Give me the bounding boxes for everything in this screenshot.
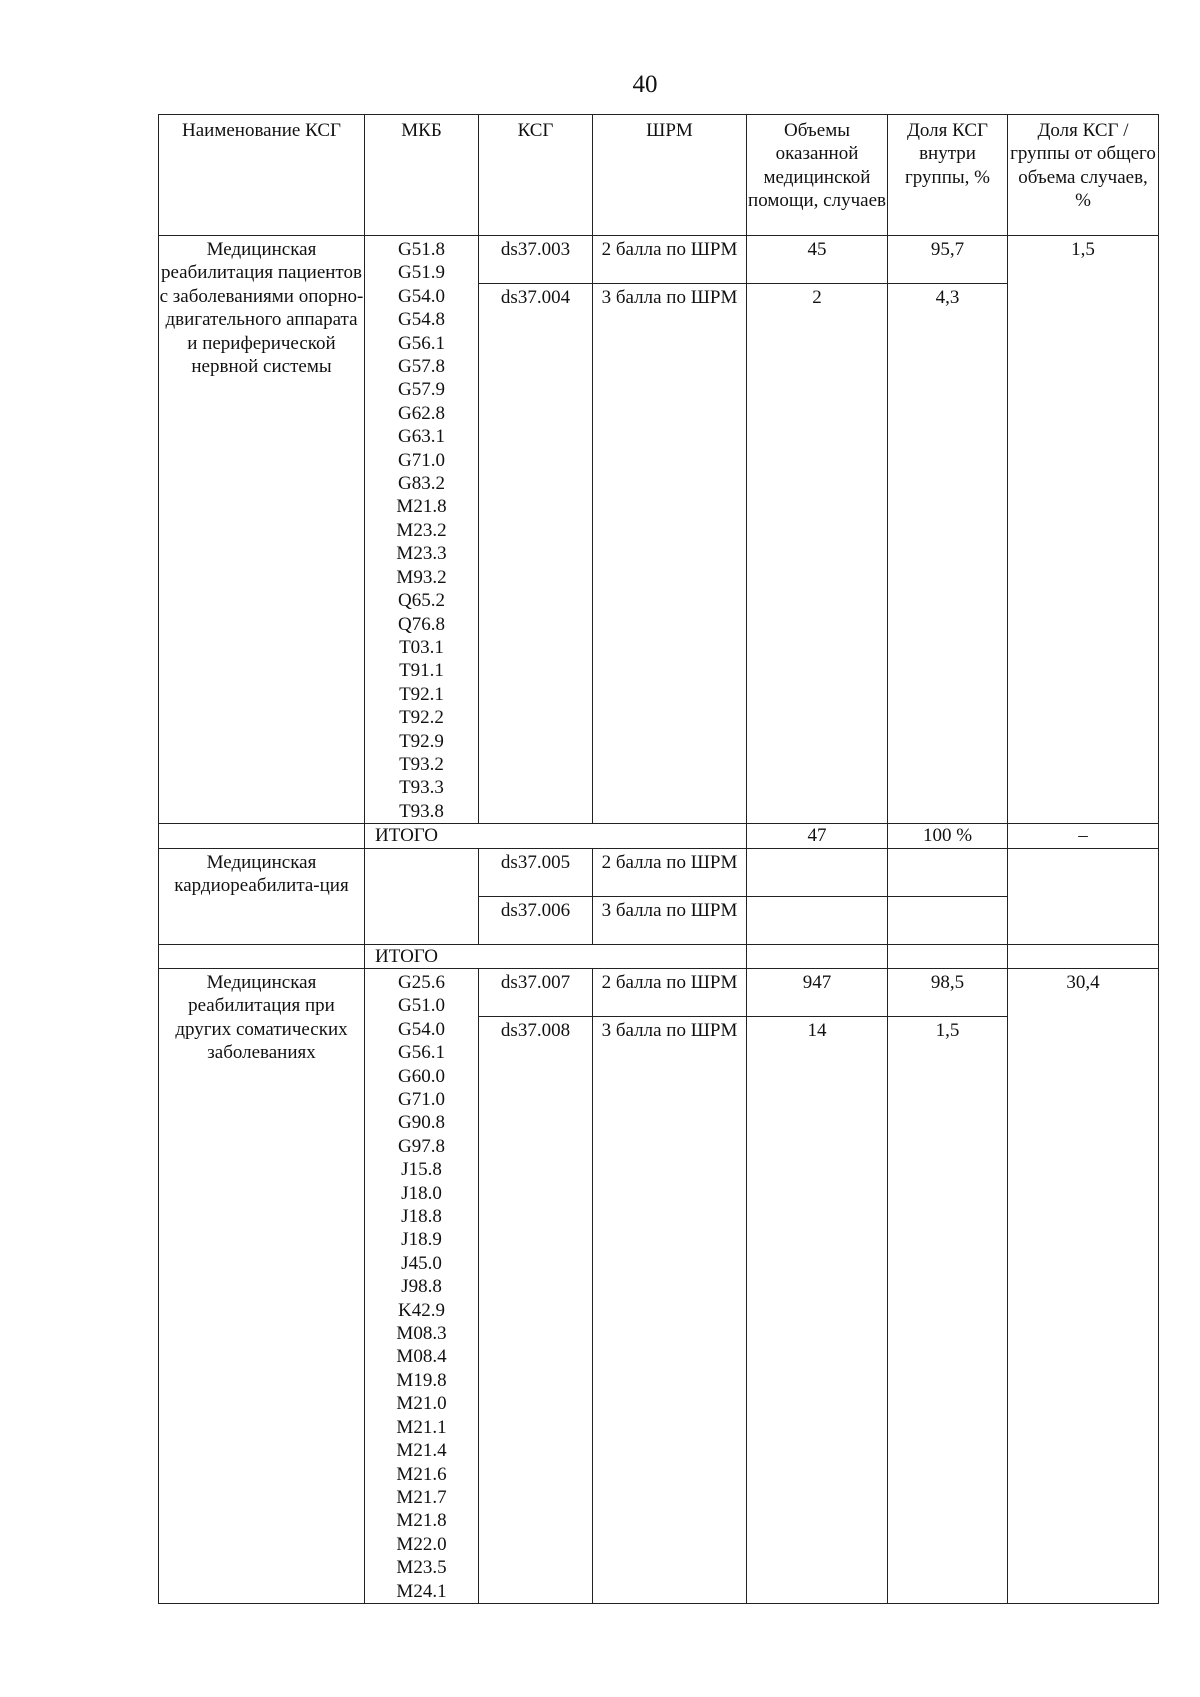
mkb-code: T92.9 <box>399 730 444 752</box>
share-group-value: 4,3 <box>888 284 1008 824</box>
page-number: 40 <box>632 71 658 98</box>
volume-value: 2 <box>747 284 888 824</box>
mkb-code: G54.0 <box>398 285 445 307</box>
mkb-code: T93.3 <box>399 777 444 799</box>
total-volume: 47 <box>747 824 888 848</box>
total-share-total: – <box>1008 824 1159 848</box>
shrm-score: 3 балла по ШРМ <box>593 896 747 944</box>
shrm-score: 2 балла по ШРМ <box>593 236 747 284</box>
mkb-code: G83.2 <box>398 473 445 495</box>
mkb-code: G56.1 <box>398 1042 445 1064</box>
share-group-value: 95,7 <box>888 236 1008 284</box>
header-ksg: КСГ <box>479 115 593 236</box>
ksg-code: ds37.008 <box>479 1016 593 1603</box>
mkb-code: G51.8 <box>398 239 445 260</box>
mkb-code: G97.8 <box>398 1135 445 1157</box>
mkb-code: G51.0 <box>398 995 445 1017</box>
volume-value: 45 <box>747 236 888 284</box>
mkb-code: G71.0 <box>398 1089 445 1110</box>
mkb-code: M21.1 <box>396 1416 447 1438</box>
mkb-code: M23.5 <box>396 1557 447 1579</box>
mkb-code: T92.1 <box>399 683 444 705</box>
mkb-code: G57.9 <box>398 379 445 401</box>
share-total-value: 30,4 <box>1008 968 1159 1603</box>
mkb-code: M21.8 <box>396 1510 447 1532</box>
mkb-code: Q76.8 <box>398 613 445 635</box>
mkb-code: M21.7 <box>396 1486 447 1508</box>
mkb-code: T93.2 <box>399 753 444 775</box>
mkb-code: G63.1 <box>398 426 445 448</box>
mkb-code: J18.9 <box>401 1229 442 1251</box>
mkb-code: G51.9 <box>398 262 445 284</box>
mkb-code: M21.4 <box>396 1440 447 1462</box>
ksg-code: ds37.003 <box>479 236 593 284</box>
total-volume <box>747 944 888 968</box>
share-group-value: 98,5 <box>888 968 1008 1016</box>
mkb-code: Q65.2 <box>398 590 445 612</box>
mkb-code: G56.1 <box>398 332 445 354</box>
share-total-value <box>1008 848 1159 944</box>
volume-value: 14 <box>747 1016 888 1603</box>
mkb-codes <box>365 848 479 944</box>
total-share: 100 % <box>888 824 1008 848</box>
mkb-code: M21.0 <box>396 1393 447 1415</box>
mkb-code: M21.6 <box>396 1463 447 1485</box>
table-row <box>159 848 1159 896</box>
mkb-code: K42.9 <box>398 1299 445 1321</box>
blank-cell <box>159 944 365 968</box>
group-name: Медицинская кардиореабилита-ция <box>159 848 365 944</box>
share-group-value <box>888 848 1008 896</box>
mkb-code: J98.8 <box>401 1276 442 1298</box>
table-row <box>159 968 1159 1016</box>
share-group-value <box>888 896 1008 944</box>
header-name: Наименование КСГ <box>159 115 365 236</box>
mkb-code: M19.8 <box>396 1369 447 1391</box>
mkb-code: J18.8 <box>401 1206 442 1228</box>
ksg-code: ds37.007 <box>479 968 593 1016</box>
mkb-code: M23.3 <box>396 543 447 565</box>
table-row <box>159 236 1159 284</box>
group-name: Медицинская реабилитация пациентов с заболеваниями опорно-двигательного аппарата и периферической нервной системы <box>159 236 365 824</box>
mkb-code: G57.8 <box>398 356 445 378</box>
mkb-codes <box>365 968 479 1603</box>
mkb-code: M24.1 <box>396 1580 447 1602</box>
volume-value: 947 <box>747 968 888 1016</box>
total-label: ИТОГО <box>365 824 747 848</box>
mkb-code: J15.8 <box>401 1159 442 1181</box>
total-share <box>888 944 1008 968</box>
mkb-code: G25.6 <box>398 971 445 993</box>
volume-value <box>747 896 888 944</box>
ksg-code: ds37.006 <box>479 896 593 944</box>
mkb-code: G71.0 <box>398 449 445 471</box>
header-mkb: МКБ <box>365 115 479 236</box>
mkb-code: J18.0 <box>401 1182 442 1204</box>
mkb-code: M23.2 <box>396 519 447 541</box>
volume-value <box>747 848 888 896</box>
mkb-code: T91.1 <box>399 660 444 682</box>
mkb-code: G90.8 <box>398 1112 445 1134</box>
mkb-code: M08.3 <box>396 1323 447 1345</box>
mkb-code: M08.4 <box>396 1346 447 1368</box>
header-shrm: ШРМ <box>593 115 747 236</box>
total-row <box>159 944 1159 968</box>
total-label: ИТОГО <box>365 944 747 968</box>
mkb-code: J45.0 <box>401 1252 442 1274</box>
mkb-code: M93.2 <box>396 566 447 588</box>
header-share-total: Доля КСГ / группы от общего объема случаев, % <box>1008 115 1159 236</box>
shrm-score: 2 балла по ШРМ <box>593 968 747 1016</box>
header-share-group: Доля КСГ внутри группы, % <box>888 115 1008 236</box>
table-header-row <box>159 115 1159 236</box>
share-total-value: 1,5 <box>1008 236 1159 824</box>
mkb-code: G60.0 <box>398 1065 445 1087</box>
mkb-code: G62.8 <box>398 402 445 424</box>
header-volume: Объемы оказанной медицинской помощи, случаев <box>747 115 888 236</box>
mkb-code: T93.8 <box>399 800 444 822</box>
share-group-value: 1,5 <box>888 1016 1008 1603</box>
shrm-score: 3 балла по ШРМ <box>593 1016 747 1603</box>
ksg-code: ds37.004 <box>479 284 593 824</box>
mkb-code: T92.2 <box>399 707 444 729</box>
blank-cell <box>159 824 365 848</box>
ksg-table <box>158 114 1159 1604</box>
mkb-code: G54.8 <box>398 309 445 331</box>
ksg-code: ds37.005 <box>479 848 593 896</box>
mkb-code: G54.0 <box>398 1018 445 1040</box>
mkb-code: M21.8 <box>396 496 447 518</box>
total-share-total <box>1008 944 1159 968</box>
mkb-code: T03.1 <box>399 636 444 658</box>
group-name: Медицинская реабилитация при других соматических заболеваниях <box>159 968 365 1603</box>
total-row <box>159 824 1159 848</box>
shrm-score: 2 балла по ШРМ <box>593 848 747 896</box>
shrm-score: 3 балла по ШРМ <box>593 284 747 824</box>
mkb-codes <box>365 236 479 824</box>
mkb-code: M22.0 <box>396 1533 447 1555</box>
